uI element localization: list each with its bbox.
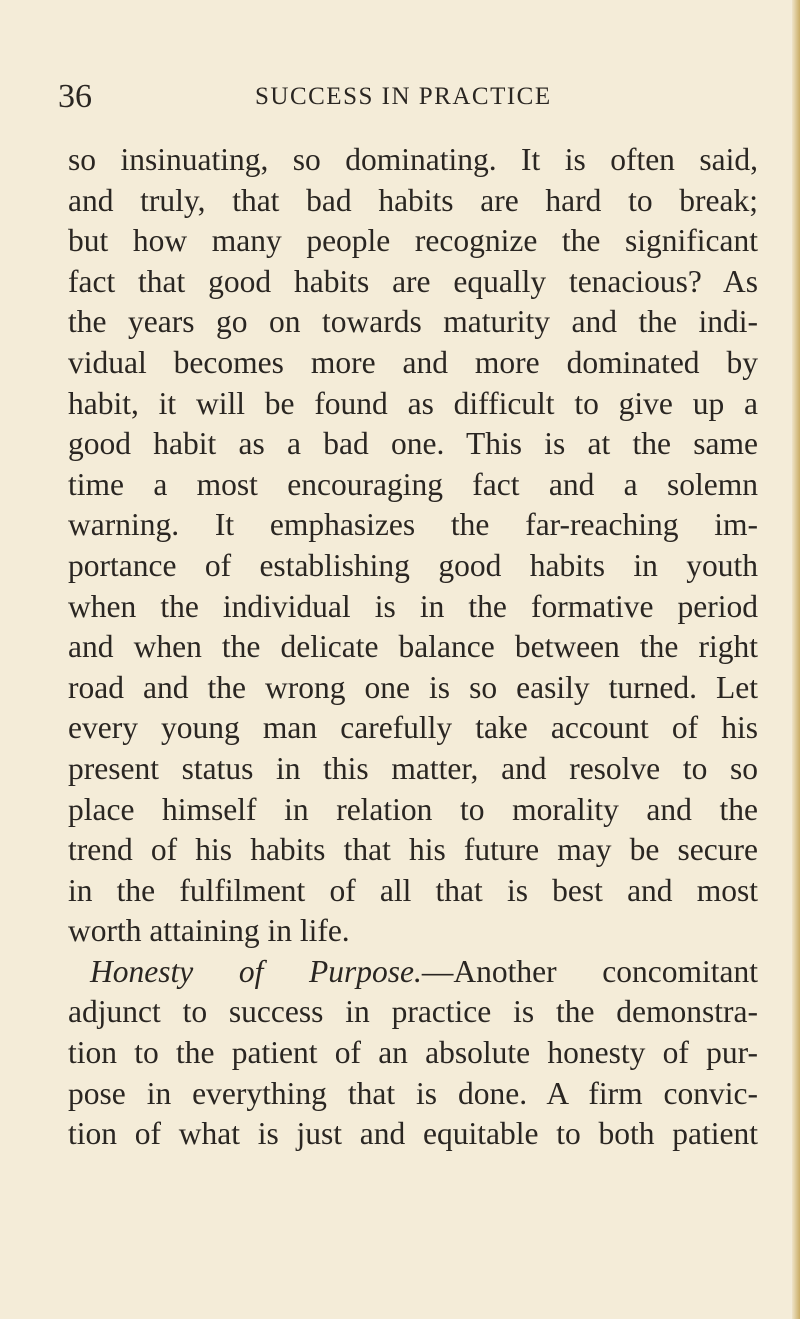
page-edge	[792, 0, 800, 1319]
text-line: place himself in relation to morality and the	[68, 791, 758, 827]
text-line: pose in everything that is done. A firm convic-	[68, 1075, 758, 1111]
text-line: habit, it will be found as difficult to give up a	[68, 385, 758, 421]
running-head	[58, 80, 758, 120]
text-line: time a most encouraging fact and a solemn	[68, 466, 758, 502]
text-line: warning. It emphasizes the far-reaching im-	[68, 507, 758, 543]
text-line: when the individual is in the formative period	[68, 588, 758, 624]
running-head-title: SUCCESS IN PRACTICE	[255, 83, 552, 110]
text-line: and when the delicate balance between the right	[68, 629, 758, 665]
paragraph-last-line: worth attaining in life.	[68, 913, 350, 949]
text-line: adjunct to success in practice is the demonstra-	[68, 994, 758, 1030]
text-line: in the fulfilment of all that is best and most	[68, 872, 758, 908]
section-first-line	[68, 952, 758, 993]
text-line: tion to the patient of an absolute honesty of pur-	[68, 1035, 758, 1071]
text-line: tion of what is just and equitable to both patient	[68, 1116, 758, 1152]
text-line: so insinuating, so dominating. It is often said,	[68, 142, 758, 177]
text-line: the years go on towards maturity and the indi-	[68, 304, 758, 340]
text-line: present status in this matter, and resolve to so	[68, 750, 758, 786]
text-line: trend of his habits that his future may be secure	[68, 832, 758, 868]
text-line: good habit as a bad one. This is at the same	[68, 426, 758, 462]
text-line: and truly, that bad habits are hard to break;	[68, 182, 758, 218]
section-first-line-text: —Another concomitant	[421, 953, 758, 989]
text-line: but how many people recognize the significant	[68, 223, 758, 259]
text-line: portance of establishing good habits in youth	[68, 547, 758, 583]
body-text	[68, 140, 758, 1155]
text-line: fact that good habits are equally tenacious? As	[68, 263, 758, 299]
text-line: vidual becomes more and more dominated by	[68, 344, 758, 380]
text-line: every young man carefully take account of his	[68, 710, 758, 746]
section-heading: Honesty of Purpose.	[90, 953, 422, 989]
text-line: road and the wrong one is so easily turned. Let	[68, 669, 758, 705]
page-number: 36	[58, 78, 92, 115]
